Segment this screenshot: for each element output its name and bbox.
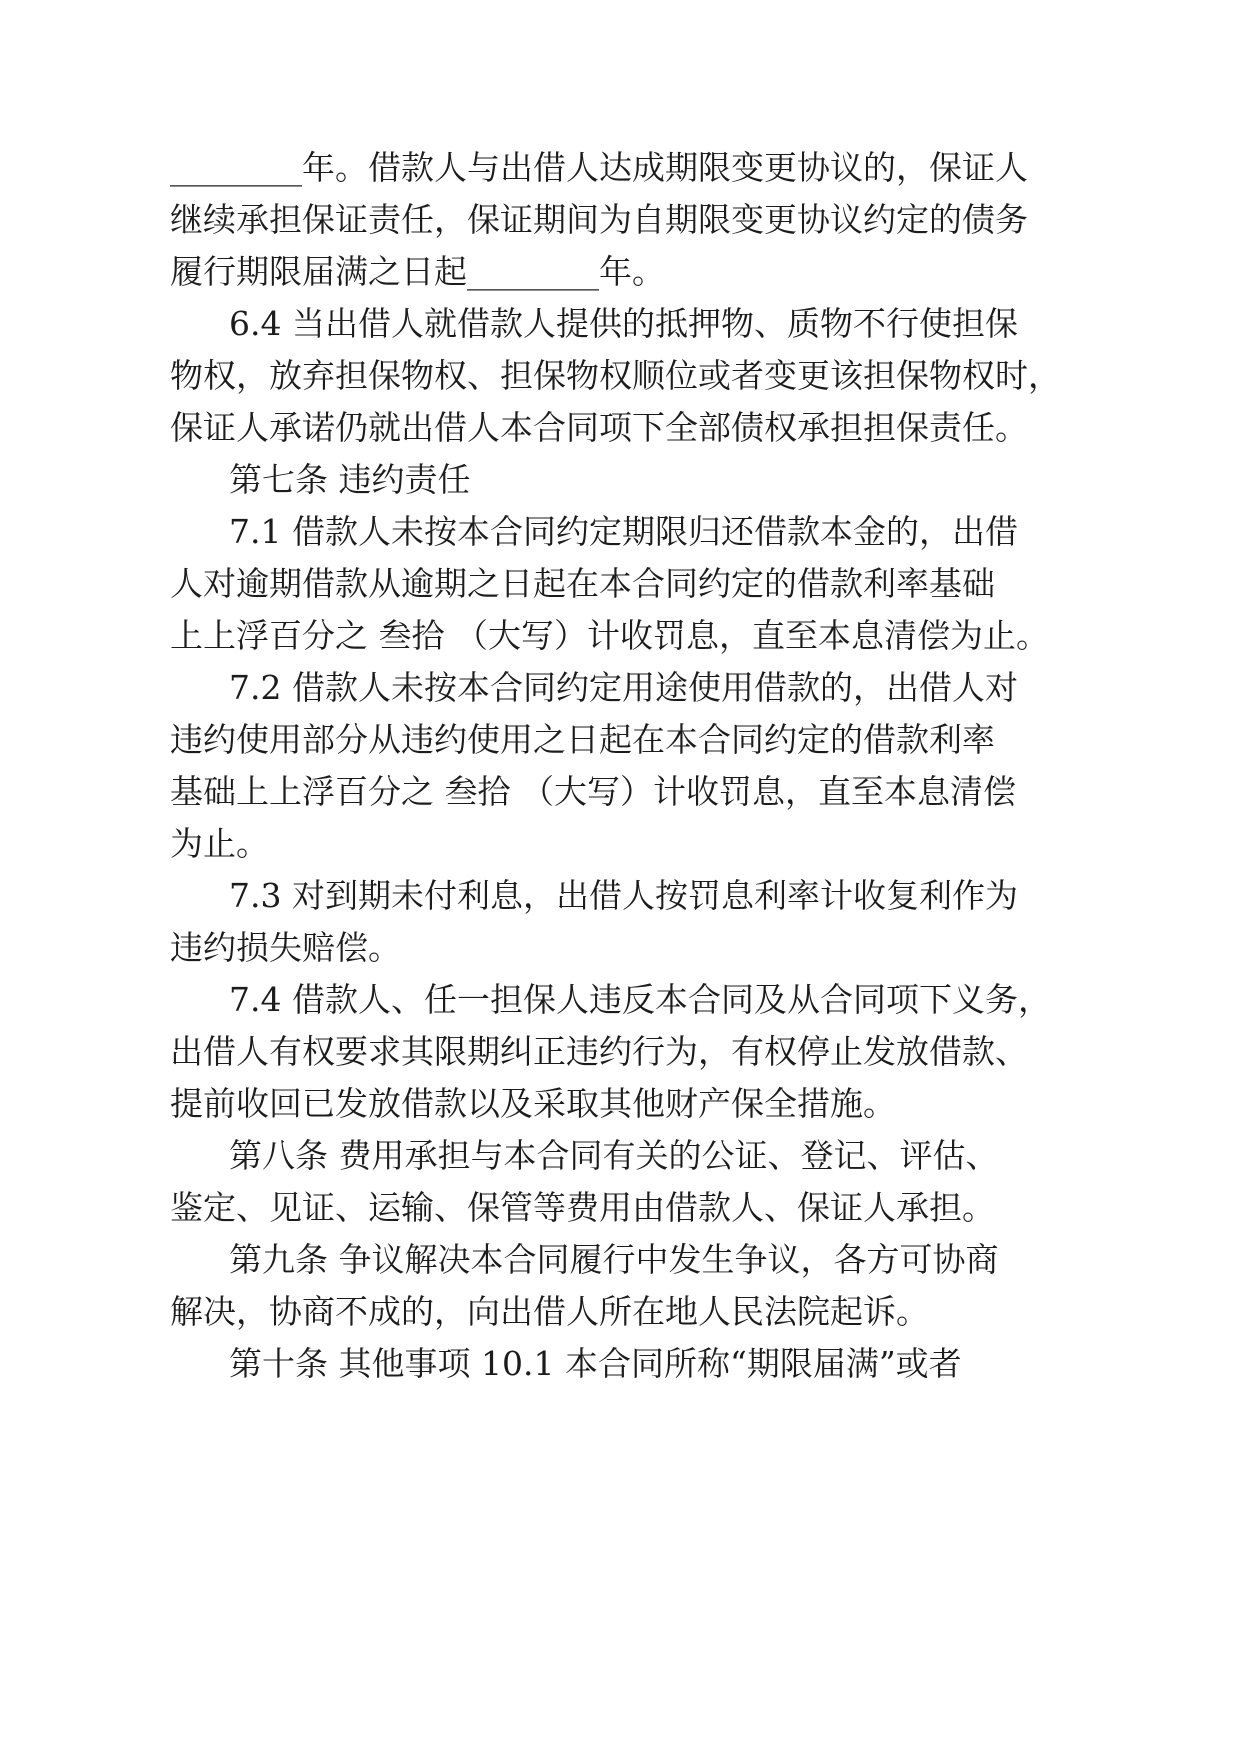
text-line: 基础上上浮百分之 叁拾 （大写）计收罚息，直至本息清偿	[170, 772, 1016, 811]
text-line: 人对逾期借款从逾期之日起在本合同约定的借款利率基础	[170, 564, 995, 603]
text-line: 鉴定、见证、运输、保管等费用由借款人、保证人承担。	[170, 1188, 995, 1227]
section-heading: 第七条 违约责任	[229, 460, 471, 499]
text-line: 7.3 对到期未付利息，出借人按罚息利率计收复利作为	[229, 876, 1018, 915]
text-line: 违约使用部分从违约使用之日起在本合同约定的借款利率	[170, 720, 995, 759]
text-line: 物权，放弃担保物权、担保物权顺位或者变更该担保物权时，	[170, 356, 1061, 395]
text-line: 第八条 费用承担与本合同有关的公证、登记、评估、	[229, 1136, 999, 1175]
text-line: 第十条 其他事项 10.1 本合同所称“期限届满”或者	[229, 1344, 962, 1383]
text-line: 解决，协商不成的，向出借人所在地人民法院起诉。	[170, 1292, 929, 1331]
text-line: 第九条 争议解决本合同履行中发生争议，各方可协商	[229, 1240, 999, 1279]
text-line: 6.4 当出借人就借款人提供的抵押物、质物不行使担保	[229, 304, 1018, 343]
text-line: 上上浮百分之 叁拾 （大写）计收罚息，直至本息清偿为止。	[170, 616, 1049, 655]
text-line: 保证人承诺仍就出借人本合同项下全部债权承担担保责任。	[170, 408, 1028, 447]
text-line: 7.4 借款人、任一担保人违反本合同及从合同项下义务，	[229, 980, 1051, 1019]
text-line: 违约损失赔偿。	[170, 928, 401, 967]
text-line: 出借人有权要求其限期纠正违约行为，有权停止发放借款、	[170, 1032, 1028, 1071]
text-line: 履行期限届满之日起________年。	[170, 252, 665, 291]
text-line: 提前收回已发放借款以及采取其他财产保全措施。	[170, 1084, 896, 1123]
text-line: 7.1 借款人未按本合同约定期限归还借款本金的，出借	[229, 512, 1018, 551]
text-line: 为止。	[170, 824, 269, 863]
text-line: ________年。借款人与出借人达成期限变更协议的，保证人	[170, 148, 1028, 187]
text-line: 继续承担保证责任，保证期间为自期限变更协议约定的债务	[170, 200, 1028, 239]
text-line: 7.2 借款人未按本合同约定用途使用借款的，出借人对	[229, 668, 1018, 707]
